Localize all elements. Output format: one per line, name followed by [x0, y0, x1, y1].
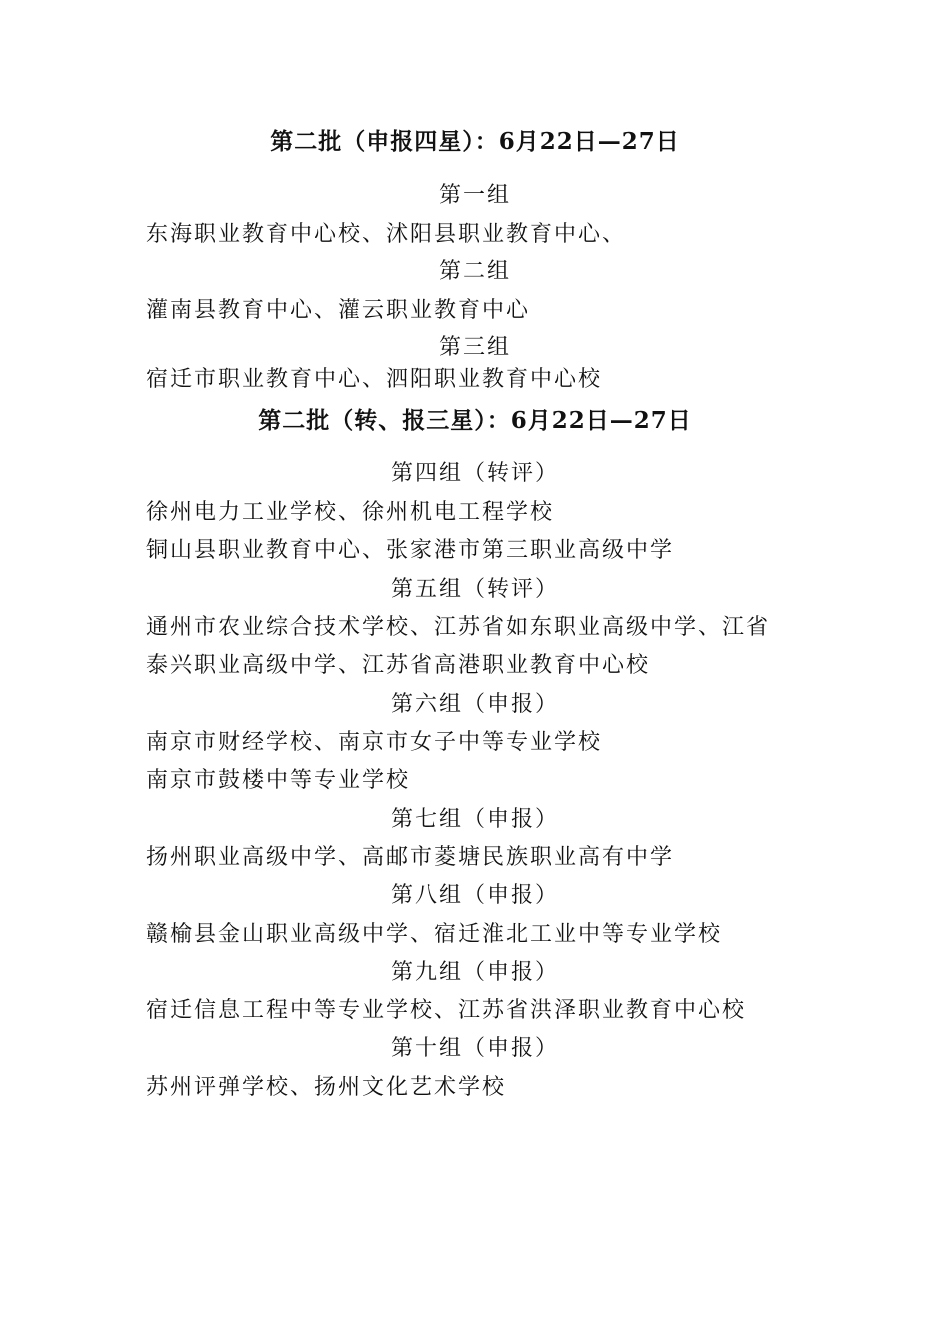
- group-10-line-1: 苏州评弹学校、扬州文化艺术学校: [146, 1075, 507, 1100]
- group-title-2: 第二组: [438, 259, 511, 284]
- group-title-6: 第六组（申报）: [390, 692, 559, 717]
- group-title-4: 第四组（转评）: [390, 461, 559, 486]
- group-7-line-1: 扬州职业高级中学、高邮市菱塘民族职业高有中学: [146, 845, 675, 870]
- group-4-line-1: 徐州电力工业学校、徐州机电工程学校: [146, 500, 555, 525]
- group-title-1: 第一组: [438, 183, 511, 208]
- group-6-line-2: 南京市鼓楼中等专业学校: [146, 768, 411, 793]
- batch2-heading: 第二批（转、报三星）：6月22日—27日: [258, 407, 692, 434]
- group-title-5: 第五组（转评）: [390, 577, 559, 602]
- group-6-line-1: 南京市财经学校、南京市女子中等专业学校: [146, 730, 603, 755]
- group-8-line-1: 赣榆县金山职业高级中学、宿迁淮北工业中等专业学校: [146, 922, 723, 947]
- group-title-7: 第七组（申报）: [390, 807, 559, 832]
- group-title-10: 第十组（申报）: [390, 1036, 559, 1061]
- group-1-line-1: 东海职业教育中心校、沭阳县职业教育中心、: [146, 222, 627, 247]
- group-2-line-1: 灌南县教育中心、灌云职业教育中心: [146, 298, 531, 323]
- batch1-heading: 第二批（申报四星）：6月22日—27日: [270, 128, 680, 155]
- group-9-line-1: 宿迁信息工程中等专业学校、江苏省洪泽职业教育中心校: [146, 998, 747, 1023]
- group-5-line-2: 泰兴职业高级中学、江苏省高港职业教育中心校: [146, 653, 651, 678]
- group-3-line-1: 宿迁市职业教育中心、泗阳职业教育中心校: [146, 367, 603, 392]
- group-title-8: 第八组（申报）: [390, 883, 559, 908]
- group-5-line-1: 通州市农业综合技术学校、江苏省如东职业高级中学、江省: [146, 615, 771, 640]
- group-4-line-2: 铜山县职业教育中心、张家港市第三职业高级中学: [146, 538, 675, 563]
- group-title-3: 第三组: [438, 335, 511, 360]
- group-title-9: 第九组（申报）: [390, 960, 559, 985]
